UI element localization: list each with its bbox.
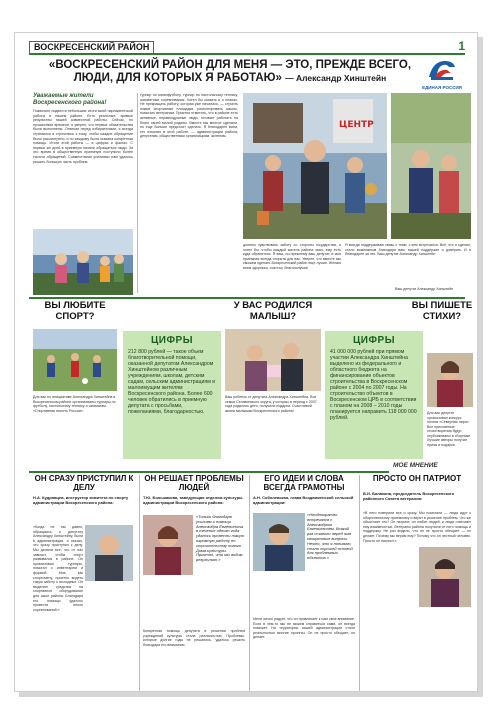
svg-text:ЦЕНТР: ЦЕНТР bbox=[339, 120, 374, 130]
opinion-c-quote: «Неоднократно встречался с Александром Евгеньевичем. Всякий раз ставили перед ним конкретные вопросы. Нечто, что я понимаю, стало хорошей основой для проблемных объектов.» bbox=[307, 512, 353, 561]
page-number: 1 bbox=[458, 39, 465, 53]
newspaper-page bbox=[14, 32, 478, 692]
section-divider-1 bbox=[29, 297, 465, 299]
numbers-box-2-text: 41 000 000 рублей при прямом участии Александра Хинштейна выделено из федерального и областного бюджета на финансирование объектов строительства в Воскресенском районе с 2004 по 2007 годы. На строительство объектов в Воскресенском ЦРБ в соответствии с планом на 2008 – 2010 годы планируется направить 118 000 000 рублей. bbox=[330, 349, 417, 421]
photo-woman-poet bbox=[427, 353, 473, 407]
poems-title: ВЫ ПИШЕТЕ СТИХИ? bbox=[411, 300, 473, 322]
opinion-b-byline: Т.Ю. Большакова, заведующая отделом культуры администрации Воскресенского района: bbox=[143, 495, 243, 505]
sport-title: ВЫ ЛЮБИТЕ СПОРТ? bbox=[44, 300, 106, 322]
headline-quote: «ВОСКРЕСЕНСКИЙ РАЙОН ДЛЯ МЕНЯ — ЭТО, ПРЕЖДЕ ВСЕГО, ЛЮДИ, ДЛЯ КОТОРЫХ Я РАБОТАЮ» bbox=[48, 59, 412, 84]
photo-people-street bbox=[391, 93, 471, 239]
opinion-d-title: ПРОСТО ОН ПАТРИОТ bbox=[372, 474, 462, 483]
section-header bbox=[29, 41, 465, 55]
intro-column-3: долины чувствовать заботу со стороны государства, я хотел бы, чтобы каждый житель района знал: ему есть куда обратиться. Я ваш, по-прежнему ваш депутат, и моя приемная всегда открыта для вас. Уверен, что вместе мы сможем сделать Воскресенский район еще лучше. Желаю всем здоровья, счастья, благополучия! bbox=[243, 243, 341, 270]
photo-sobolevskaya bbox=[253, 513, 305, 571]
column-divider bbox=[139, 475, 140, 691]
party-logo-icon bbox=[425, 55, 459, 97]
intro-column-4: Я всегда поддерживаю связь с теми, с кем встречался. Всё, что я сделал, стало возможным благодаря вам, вашей поддержке и доверию. И я благодарен за это. Ваш депутат Александр Хинштейн bbox=[345, 243, 471, 257]
opinion-b-text: Конкретная помощь депутата в решении проблем учреждений культуры стала реальностью. Проблемы, которые долгие годы не решались, удалось решить благодаря его вниманию. bbox=[143, 629, 245, 647]
signature: Ваш депутат Александр Хинштейн bbox=[395, 287, 454, 291]
photo-kudryavtsev bbox=[85, 525, 133, 581]
numbers-box-1-text: 212 800 рублей — такое объем благотворительной помощи, оказанной депутатом Александром Хинштейном различным учреждениям, школам, детским садам, сельским администрациям и малоимущим жителям Воскресенского района. Более 600 человек обратились в приемную депутата с просьбами, пожеланиями, благодарностью. bbox=[128, 349, 216, 415]
numbers-box-2-head: ЦИФРЫ bbox=[353, 335, 395, 346]
photo-baby-gift bbox=[225, 329, 321, 391]
poems-caption: Для вас депутат организовал конкурс поэтов «Северная лира». Все присланные стихотворения будут опубликованы в сборнике. Лучшие авторы получат призы и подарки. bbox=[427, 411, 472, 447]
numbers-box-2 bbox=[325, 331, 423, 459]
opinion-d-byline: В.И. Балакина, председатель Воскресенского районного Совета ветеранов: bbox=[363, 491, 455, 501]
numbers-box-1 bbox=[123, 331, 221, 459]
headline-author: — Александр Хинштейн bbox=[285, 73, 387, 83]
column-divider bbox=[137, 93, 138, 293]
numbers-box-1-head: ЦИФРЫ bbox=[151, 335, 193, 346]
party-logo-text: ЕДИНАЯ РОССИЯ bbox=[422, 85, 462, 90]
opinion-c-title: ЕГО ИДЕИ И СЛОВА ВСЕГДА ГРАМОТНЫ bbox=[263, 474, 345, 492]
born-title: У ВАС РОДИЛСЯ МАЛЫШ? bbox=[233, 300, 313, 322]
opinion-a-title: ОН СРАЗУ ПРИСТУПИЛ К ДЕЛУ bbox=[34, 474, 134, 492]
my-opinion-label: МОЕ МНЕНИЕ bbox=[393, 462, 438, 469]
section-divider-2 bbox=[29, 471, 389, 473]
opinion-b-title: ОН РЕШАЕТ ПРОБЛЕМЫ ЛЮДЕЙ bbox=[144, 474, 244, 492]
born-caption: Ваш ребенок от депутата Александра Хинштейна. Все семьи Селявинского округа, у которых в период с 2007 года родились дети, получили подарки. Счастливой жизни малышам Воскресенского района! bbox=[225, 395, 317, 413]
section-title: ВОСКРЕСЕНСКИЙ РАЙОН bbox=[29, 41, 154, 54]
photo-children bbox=[33, 229, 133, 295]
intro-column-2: турнир по минифутболу, турнир по настольному теннису, шахматные соревнования. Хотел бы сказать и о планах. Не прекращать работу, которая уже началась, — строить новые спортивные площадки, ремонтировать школы, помогать ветеранам. Приятно отметить, что в районе есть активные, неравнодушные люди, готовые работать на благо своей малой родины. Вместе мы многое сделали, но еще больше предстоит сделать. Я благодарен всем, кто помогал в этой работе, — администрации района, депутатам, общественным организациям, жителям. bbox=[140, 93, 238, 139]
opinion-a-text: «Когда не так давно, обращаясь к депутату Александру Хинштейну, были в администрации, я сказал, что сразу приступил к делу. Мы делали все, что от нас зависит, чтобы спорт развивался в районе. Он организовал турниры, помогал с инвентарем и формой. Мне, как спортсмену, приятно видеть такую заботу о молодежи. Он выделил средства на спортивное оборудование для школ района. Благодаря его помощи удалось провести много соревнований.» bbox=[33, 525, 83, 612]
intro-column-1: Позвольте подвести небольшие итоги моей парламентской работы в нашем районе. Есть реальные, зримые результаты нашей совместной работы. Сейчас, по прошествии времени, я уверен, что первые обязательства были выполнены. Отвечая перед избирателями, я всегда стремился и стремлюсь к тому, чтобы каждое обращение было рассмотрено, и по каждому была оказана конкретная помощь. Итоги этой работы — в цифрах и фактах. С первых же дней в приемную начали обращаться люди. За это время в общественную приемную поступило более тысячи обращений. Совместными усилиями нам удалось решить большую часть проблем. bbox=[33, 109, 133, 164]
opinion-c-byline: А.Н. Соболевская, глава Воздвиженской сельской администрации: bbox=[253, 495, 354, 505]
photo-football bbox=[33, 329, 117, 391]
photo-deputy-crowd bbox=[243, 93, 387, 239]
opinion-c-text: Меня лично радует, что он привлекает к нам свое внимание. Если в чем-то мы не можем справиться сами, он всегда поможет. На территории нашей администрации стали реальностью многие проекты. Он не просто обещает, он делает. bbox=[253, 617, 355, 640]
opinion-a-byline: Н.А. Кудрявцев, инструктор комитета по спорту администрации Воскресенского района: bbox=[33, 495, 129, 505]
photo-bolshakova bbox=[143, 515, 193, 575]
opinion-d-text: «В него поверили все и сразу. Мы помогали — люди идут к общественному приемному и верят в решение проблем. Что же объясняет это? Он патриот, он любит людей, и люди отвечают ему взаимностью. Ветераны района получили от него помощь и поддержку. Не раз видели, что он не просто обещает — он делает. Почему мы верим ему? Потому что он честный человек. Просто он патриот.» bbox=[363, 511, 471, 543]
greeting: Уважаемые жители Воскресенского района! bbox=[33, 93, 107, 106]
headline bbox=[35, 59, 425, 85]
sport-caption: Для вас по инициативе Александра Хинштейна в Воскресенском районе организованы турниры по футболу, настольному теннису и шахматам. «Спортивная юность России». bbox=[33, 395, 116, 413]
column-divider bbox=[249, 475, 250, 691]
column-divider bbox=[359, 475, 360, 691]
opinion-b-quote: «Только благодаря усилиям и помощи Александра Евгеньевича в течение одного года удалось провести такую огромную работу по строительству нового Дома культуры. Приятно, что мы видим результат.» bbox=[196, 514, 244, 563]
